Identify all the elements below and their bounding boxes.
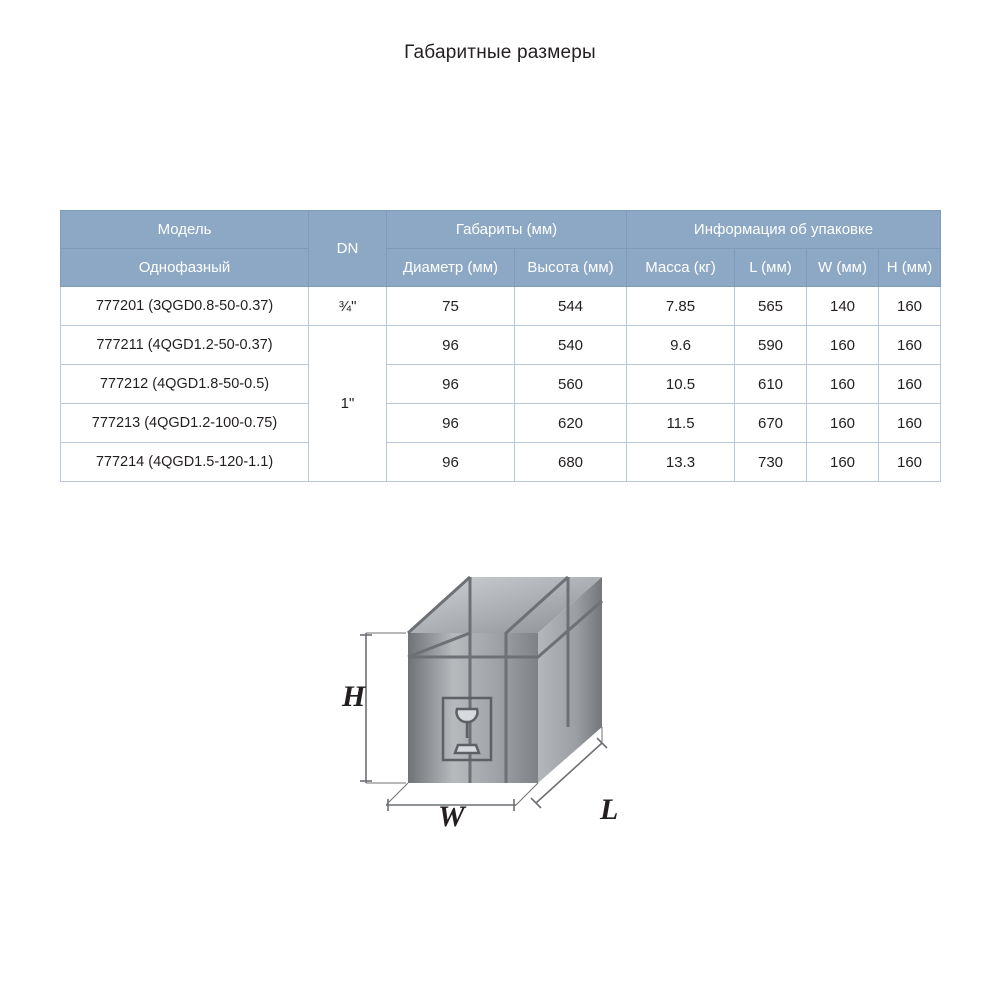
cell-model: 777213 (4QGD1.2-100-0.75) <box>61 404 309 443</box>
cell-height: 680 <box>515 443 627 482</box>
cell-w: 160 <box>807 365 879 404</box>
cell-mass: 10.5 <box>627 365 735 404</box>
table-row <box>61 365 941 404</box>
header-width-w: W (мм) <box>807 249 879 287</box>
cell-model: 777201 (3QGD0.8-50-0.37) <box>61 287 309 326</box>
header-diameter: Диаметр (мм) <box>387 249 515 287</box>
cell-mass: 7.85 <box>627 287 735 326</box>
cell-dn: 1" <box>309 326 387 482</box>
header-model: Модель <box>61 211 309 249</box>
cell-model: 777211 (4QGD1.2-50-0.37) <box>61 326 309 365</box>
cell-h: 160 <box>879 365 941 404</box>
package-illustration <box>320 545 740 875</box>
header-dimensions-group: Габариты (мм) <box>387 211 627 249</box>
header-length-l: L (мм) <box>735 249 807 287</box>
cell-diameter: 96 <box>387 443 515 482</box>
header-dn: DN <box>309 211 387 287</box>
cell-mass: 11.5 <box>627 404 735 443</box>
cell-height: 540 <box>515 326 627 365</box>
cell-dn: ¾" <box>309 287 387 326</box>
label-height: H <box>342 680 366 713</box>
table-header <box>61 211 941 287</box>
cell-l: 670 <box>735 404 807 443</box>
page-title: Габаритные размеры <box>404 42 596 63</box>
cell-model: 777214 (4QGD1.5-120-1.1) <box>61 443 309 482</box>
table-row <box>61 404 941 443</box>
header-height: Высота (мм) <box>515 249 627 287</box>
cell-h: 160 <box>879 326 941 365</box>
cell-h: 160 <box>879 404 941 443</box>
cell-model: 777212 (4QGD1.8-50-0.5) <box>61 365 309 404</box>
cell-l: 565 <box>735 287 807 326</box>
cell-h: 160 <box>879 287 941 326</box>
cell-diameter: 96 <box>387 365 515 404</box>
cell-w: 160 <box>807 326 879 365</box>
cell-w: 160 <box>807 443 879 482</box>
carton-box-drawing <box>320 545 740 875</box>
header-packaging-group: Информация об упаковке <box>627 211 941 249</box>
cell-l: 610 <box>735 365 807 404</box>
label-width: W <box>438 800 465 833</box>
cell-l: 730 <box>735 443 807 482</box>
table-row <box>61 443 941 482</box>
cell-height: 560 <box>515 365 627 404</box>
header-mass: Масса (кг) <box>627 249 735 287</box>
cell-height: 544 <box>515 287 627 326</box>
label-length: L <box>600 793 619 826</box>
dimension-line-height <box>360 633 406 783</box>
cell-diameter: 75 <box>387 287 515 326</box>
header-height-h: H (мм) <box>879 249 941 287</box>
table-header-row-2 <box>61 249 941 287</box>
cell-h: 160 <box>879 443 941 482</box>
cell-height: 620 <box>515 404 627 443</box>
cell-mass: 9.6 <box>627 326 735 365</box>
cell-w: 160 <box>807 404 879 443</box>
cell-diameter: 96 <box>387 326 515 365</box>
table-row <box>61 287 941 326</box>
cell-diameter: 96 <box>387 404 515 443</box>
table-row <box>61 326 941 365</box>
cell-l: 590 <box>735 326 807 365</box>
table-header-row-1 <box>61 211 941 249</box>
cell-w: 140 <box>807 287 879 326</box>
cell-mass: 13.3 <box>627 443 735 482</box>
dimensions-table <box>60 210 941 482</box>
header-model-single-phase: Однофазный <box>61 249 309 287</box>
table-body <box>61 287 941 482</box>
